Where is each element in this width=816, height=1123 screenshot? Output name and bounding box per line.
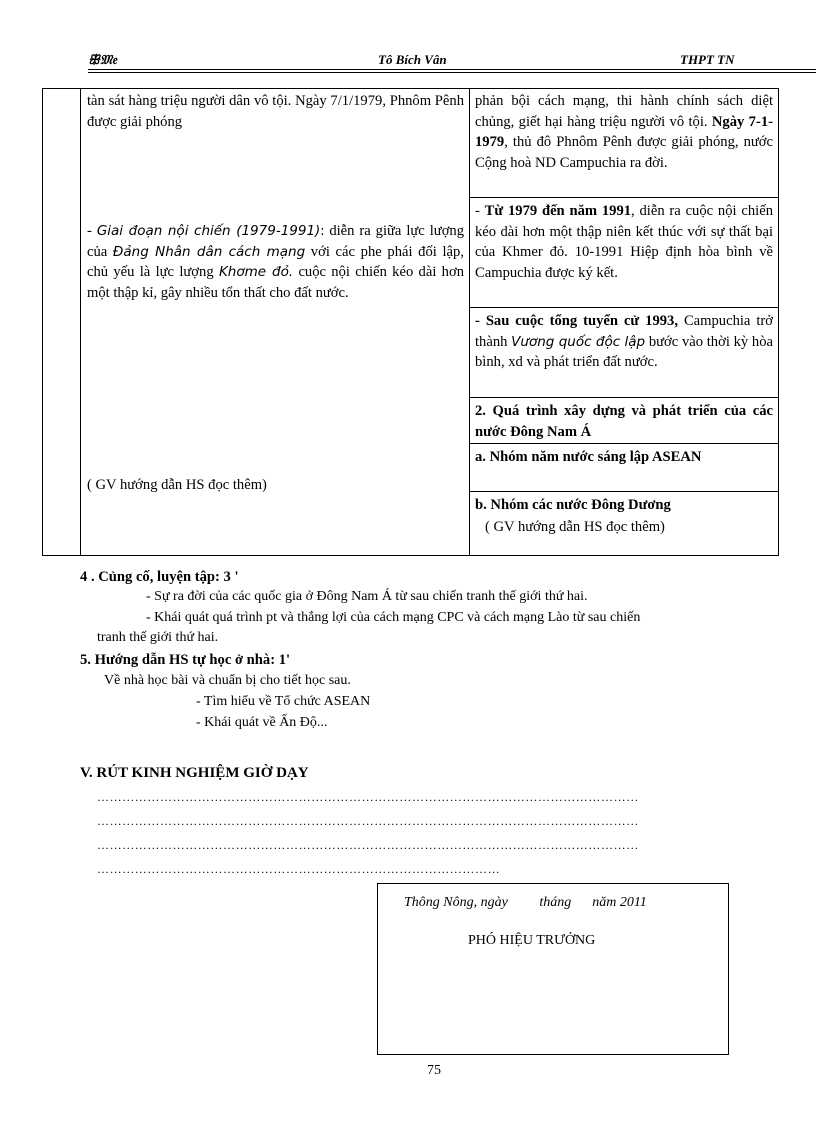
left-cell-paragraph-3: ( GV hướng dẫn HS đọc thêm) [87,477,267,493]
page-number: 75 [427,1063,441,1078]
left-cell-paragraph-1: tàn sát hàng triệu người dân vô tội. Ngày 7/1/1979, Phnôm Pênh được giải phóng [87,93,464,130]
right-cell-divider [470,397,778,398]
table-column-divider [469,89,470,555]
dotted-line: …………………………………………………………………………………… [97,862,501,876]
section-v-title: V. RÚT KINH NGHIỆM GIỜ DẠY [80,765,309,781]
right-cell-paragraph-3: - Sau cuộc tổng tuyển cử 1993, Campuchia trở thành Vương quốc độc lập bước vào thời kỳ hòa bình, xd và phát triển đất nước. [475,313,773,370]
right-cell-divider [470,307,778,308]
header-rule [88,69,816,70]
header-author: Tô Bích Vân [378,52,447,67]
right-cell-divider [470,491,778,492]
section-5-line-1: Về nhà học bài và chuẩn bị cho tiết học sau. [104,673,351,688]
section-5-line-2: - Tìm hiểu về Tổ chức ASEAN [196,694,371,709]
dotted-line: ………………………………………………………………………………………………………………… [97,790,639,804]
right-cell-paragraph-2: - Từ 1979 đến năm 1991, diễn ra cuộc nội chiến kéo dài hơn một thập niên kết thúc với sự thất bại của Khmer đỏ. 10-1991 Hiệp định hòa bình về Campuchia được ký kết. [475,203,773,281]
section-4-line-1: - Sự ra đời của các quốc gia ở Đông Nam Á từ sau chiến tranh thế giới thứ hai. [146,589,588,604]
dotted-line: ………………………………………………………………………………………………………………… [97,838,639,852]
table-column-divider [80,89,81,555]
right-cell-heading-a: a. Nhóm năm nước sáng lập ASEAN [475,449,702,465]
section-4-line-2: - Khái quát quá trình pt và thắng lợi của cách mạng CPC và cách mạng Lào từ sau chiến [146,610,641,625]
right-cell-divider [470,443,778,444]
right-cell-divider [470,197,778,198]
header-logo: ꕥ𝔐𝔢 [88,52,117,67]
signature-role: PHÓ HIỆU TRƯỞNG [468,933,596,948]
dotted-line: ………………………………………………………………………………………………………………… [97,814,639,828]
header-school: THPT TN [680,52,735,67]
signature-date-line: Thông Nông, ngày tháng năm 2011 [404,895,647,910]
header-rule [88,72,816,73]
right-cell-heading-2: 2. Quá trình xây dựng và phát triển của các nước Đông Nam Á [475,403,773,440]
section-5-title: 5. Hướng dẫn HS tự học ở nhà: 1' [80,652,291,668]
section-4-line-3: tranh thế giới thứ hai. [97,630,219,645]
left-cell-paragraph-2: - Giai đoạn nội chiến (1979-1991): diễn ra giữa lực lượng của Đảng Nhân dân cách mạng với các phe phái đối lập, chủ yếu là lực lượng Khơme đỏ. cuộc nội chiến kéo dài hơn một thập kỉ, gây nhiều tổn thất cho đất nước. [87,223,465,301]
section-4-title: 4 . Củng cố, luyện tập: 3 ' [80,569,239,585]
section-5-line-3: - Khái quát về Ấn Độ... [196,715,328,730]
right-cell-paragraph-1: phản bội cách mạng, thi hành chính sách diệt chủng, giết hại hàng triệu người vô tội. Ngày 7-1-1979, thủ đô Phnôm Pênh được giải phóng, nước Cộng hoà ND Campuchia ra đời. [475,93,773,171]
content-table [42,88,779,556]
right-cell-note: ( GV hướng dẫn HS đọc thêm) [485,519,665,535]
right-cell-heading-b: b. Nhóm các nước Đông Dương [475,497,671,513]
signature-box [377,883,729,1055]
